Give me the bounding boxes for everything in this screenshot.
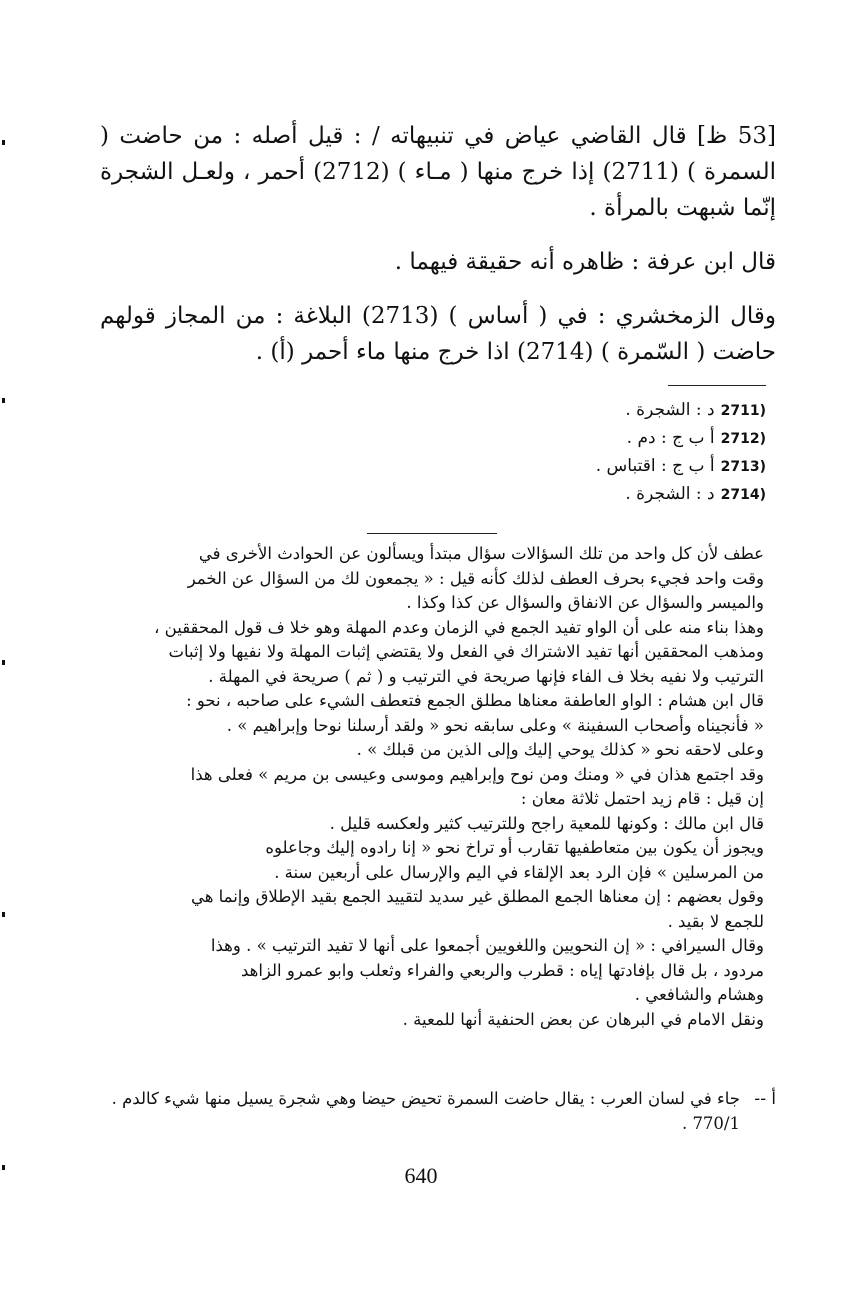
footnote-text: د : الشجرة . bbox=[625, 400, 715, 420]
footnote-number: (2714 bbox=[720, 487, 766, 503]
main-paragraph-3: وقال الزمخشري : في ( أساس ) (2713) البلاغة : من المجاز قولهم حاضت ( السّمرة ) (2714) اذا خرج منها ماء أحمر (أ) . bbox=[100, 303, 776, 365]
footnote-divider bbox=[668, 385, 766, 386]
commentary-line: وهشام والشافعي . bbox=[634, 985, 764, 1004]
main-paragraph-1: [53 ظ] قال القاضي عياض في تنبيهاته / : قيل أصله : من حاضت ( السمرة ) (2711) إذا خرج منها ( مـاء ) (2712) أحمر ، ولعـل الشجرة إنّما شبهت بالمرأة . bbox=[100, 123, 776, 221]
commentary-line: وقت واحد فجيء بحرف العطف لذلك كأنه قيل : « يجمعون لك من السؤال عن الخمر bbox=[187, 568, 764, 588]
footnote-text: أ ب ج : اقتباس . bbox=[595, 456, 715, 476]
commentary-line: قال ابن مالك : وكونها للمعية راجح وللترتيب كثير ولعكسه قليل . bbox=[329, 813, 764, 833]
footnote-number: (2713 bbox=[720, 459, 766, 475]
commentary-line: « فأنجيناه وأصحاب السفينة » وعلى سابقه نحو « ولقد أرسلنا نوحا وإبراهيم » . bbox=[226, 715, 764, 735]
commentary-line: وقال السيرافي : « إن النحويين واللغويين أجمعوا على أنها لا تفيد الترتيب » . وهذا bbox=[210, 936, 764, 955]
editor-note bbox=[100, 1087, 776, 1136]
main-paragraph-2: قال ابن عرفة : ظاهره أنه حقيقة فيهما . bbox=[394, 249, 776, 275]
commentary-line: قال ابن هشام : الواو العاطفة معناها مطلق الجمع فتعطف الشيء على صاحبه ، نحو : bbox=[186, 691, 764, 710]
footnote-item bbox=[520, 453, 766, 481]
footnote-item bbox=[520, 481, 766, 509]
page-number: 640 bbox=[404, 1163, 438, 1188]
main-text bbox=[100, 118, 776, 388]
commentary-line: عطف لأن كل واحد من تلك السؤالات سؤال مبتدأ ويسألون عن الحوادث الأخرى في bbox=[198, 544, 764, 563]
footnote-item bbox=[520, 397, 766, 425]
footnotes bbox=[520, 397, 766, 509]
commentary-line: وعلى لاحقه نحو « كذلك يوحي إليك وإلى الذين من قبلك » . bbox=[356, 740, 764, 759]
note-marker: أ -- bbox=[754, 1089, 776, 1108]
commentary-line: الترتيب ولا نفيه بخلا ف الفاء فإنها صريحة في الترتيب و ( ثم ) صريحة في المهلة . bbox=[208, 666, 764, 686]
commentary bbox=[100, 542, 764, 1032]
commentary-line: وقول بعضهم : إن معناها الجمع المطلق غير سديد لتقييد الجمع بقيد الإطلاق وإنما هي bbox=[190, 887, 764, 906]
margin-mark bbox=[2, 912, 5, 917]
margin-mark bbox=[2, 660, 5, 665]
footnote-text: أ ب ج : دم . bbox=[626, 428, 715, 448]
commentary-line: إن قيل : قام زيد احتمل ثلاثة معان : bbox=[520, 789, 764, 808]
footnote-item bbox=[520, 425, 766, 453]
footnote-number: (2711 bbox=[720, 403, 766, 419]
note-text: جاء في لسان العرب : يقال حاضت السمرة تحيض حيضا وهي شجرة يسيل منها شيء كالدم . 770/1 . bbox=[111, 1089, 740, 1133]
commentary-line: من المرسلين » فإن الرد بعد الإلقاء في اليم والإرسال على أربعين سنة . bbox=[274, 862, 764, 882]
commentary-line: ومذهب المحققين أنها تفيد الاشتراك في الفعل ولا يقتضي إثبات المهلة ولا نفيها ولا إثبات bbox=[168, 642, 764, 661]
commentary-line: والميسر والسؤال عن الانفاق والسؤال عن كذا وكذا . bbox=[406, 593, 764, 612]
commentary-line: وقد اجتمع هذان في « ومنك ومن نوح وإبراهيم وموسى وعيسى بن مريم » فعلى هذا bbox=[190, 764, 764, 784]
commentary-line: ويجوز أن يكون بين متعاطفيها تقارب أو تراخ نحو « إنا رادوه إليك وجاعلوه bbox=[265, 838, 764, 857]
footnote-number: (2712 bbox=[720, 431, 766, 447]
margin-mark bbox=[2, 398, 5, 403]
commentary-line: مردود ، بل قال بإفادتها إياه : قطرب والربعي والفراء وثعلب وابو عمرو الزاهد bbox=[240, 960, 764, 980]
commentary-divider bbox=[367, 533, 497, 534]
commentary-line: ونقل الامام في البرهان عن بعض الحنفية أنها للمعية . bbox=[402, 1009, 764, 1029]
margin-mark bbox=[2, 140, 5, 145]
commentary-line: وهذا بناء منه على أن الواو تفيد الجمع في الزمان وعدم المهلة وهو خلا ف قول المحققين ، bbox=[154, 617, 764, 637]
commentary-line: للجمع لا بقيد . bbox=[667, 911, 764, 931]
footnote-text: د : الشجرة . bbox=[625, 484, 715, 504]
